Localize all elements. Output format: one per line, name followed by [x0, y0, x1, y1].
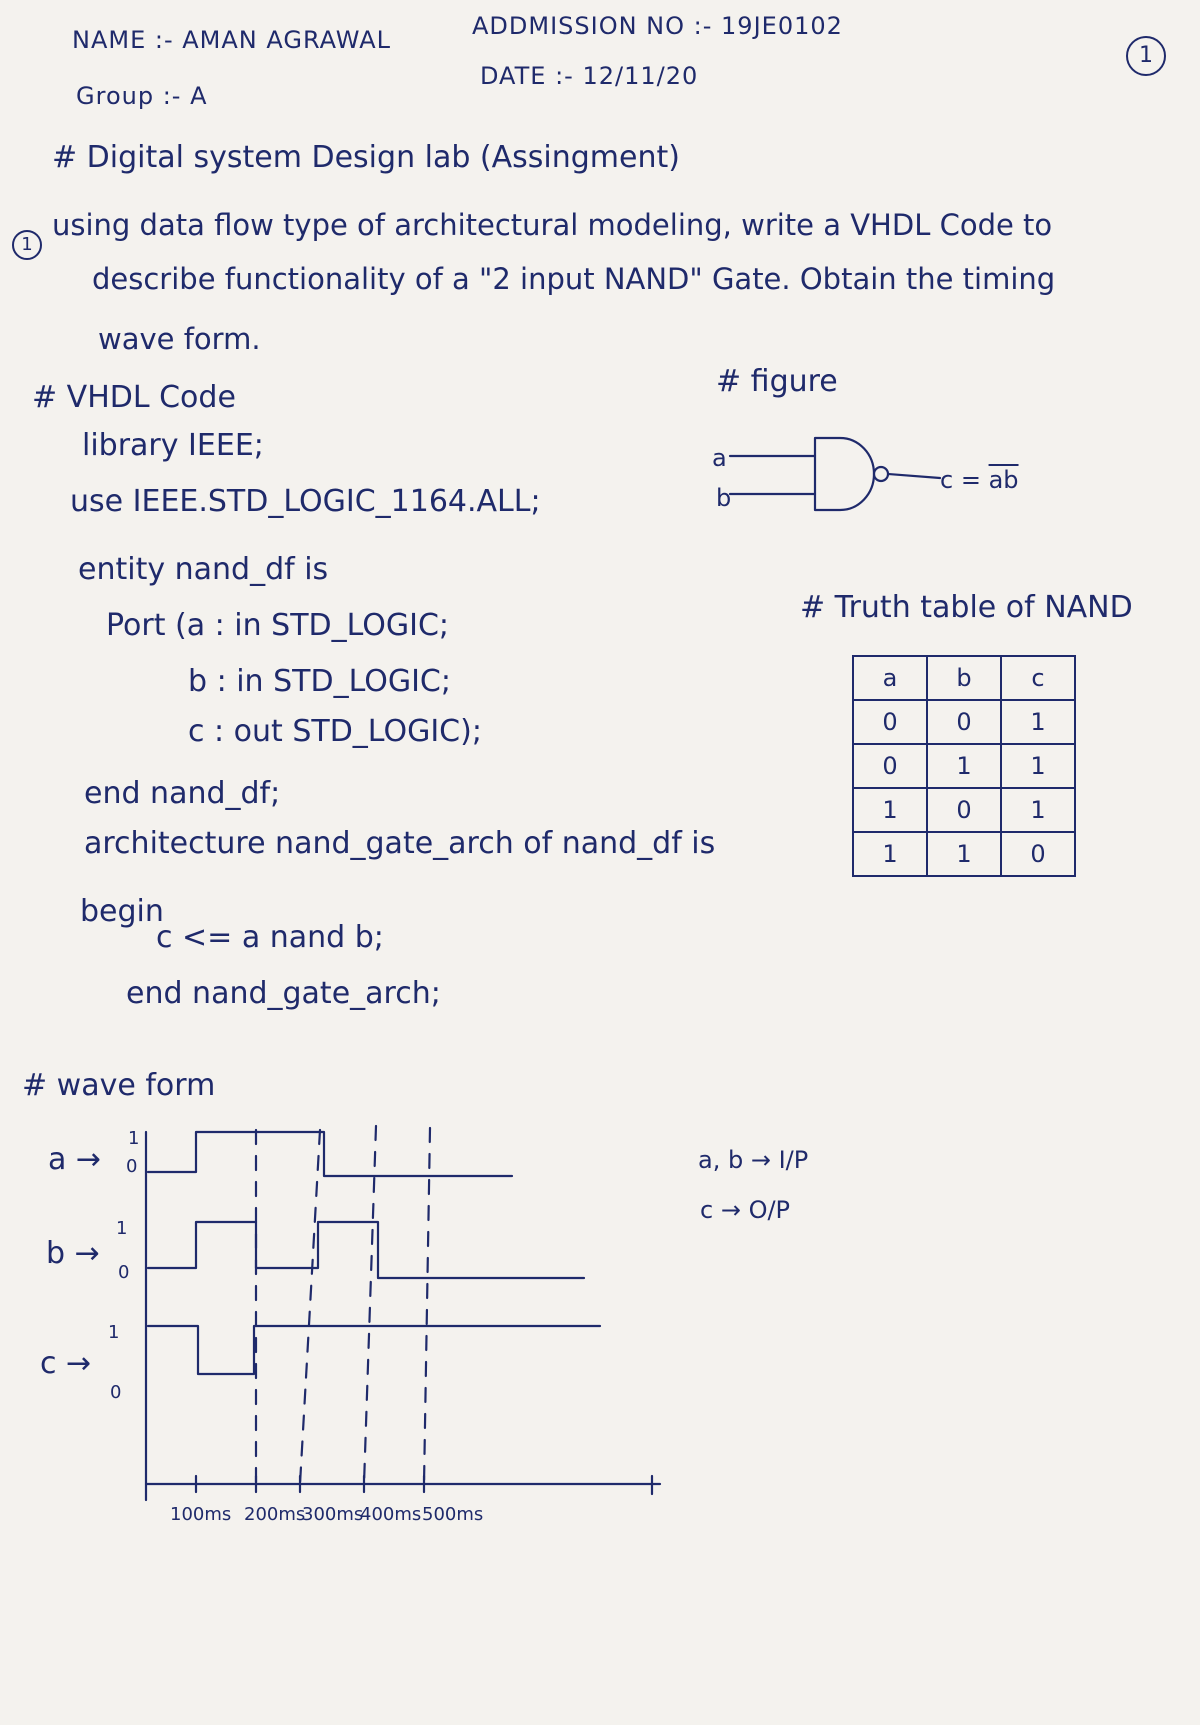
signal-b-high: 1 — [116, 1218, 128, 1239]
truth-table-cell: 1 — [927, 832, 1001, 876]
waveform-a — [148, 1132, 512, 1176]
truth-table-cell: 0 — [853, 700, 927, 744]
vhdl-heading: # VHDL Code — [32, 380, 236, 415]
date: DATE :- 12/11/20 — [480, 62, 699, 90]
signal-label-a: a → — [48, 1142, 102, 1177]
vhdl-line: begin — [80, 894, 164, 929]
vhdl-line: c : out STD_LOGIC); — [188, 714, 482, 749]
waveform-heading: # wave form — [22, 1068, 216, 1103]
truth-table-header: b — [927, 656, 1001, 700]
truth-table-cell: 1 — [853, 788, 927, 832]
waveform-legend-outputs: c → O/P — [700, 1196, 791, 1224]
time-label: 200ms — [244, 1504, 306, 1525]
truth-table-header: c — [1001, 656, 1075, 700]
nand-gate-body — [815, 438, 874, 510]
vhdl-line: end nand_df; — [84, 776, 281, 811]
time-label: 500ms — [422, 1504, 484, 1525]
vhdl-line: b : in STD_LOGIC; — [188, 664, 451, 699]
figure-heading: # figure — [716, 364, 838, 399]
truth-table-cell: 0 — [853, 744, 927, 788]
vhdl-line: architecture nand_gate_arch of nand_df is — [84, 826, 716, 861]
signal-b-low: 0 — [118, 1262, 130, 1283]
page-title: # Digital system Design lab (Assingment) — [52, 140, 680, 175]
gate-output-expression: $\overline{ab}$ — [988, 466, 1019, 494]
signal-label-c: c → — [40, 1346, 92, 1381]
vhdl-line: c <= a nand b; — [156, 920, 384, 955]
vhdl-line: end nand_gate_arch; — [126, 976, 441, 1011]
truth-table-cell: 0 — [1001, 832, 1075, 876]
waveform-b — [148, 1222, 584, 1278]
admission-number: ADDMISSION NO :- 19JE0102 — [472, 12, 843, 40]
signal-c-low: 0 — [110, 1382, 122, 1403]
truth-table-heading: # Truth table of NAND — [800, 590, 1133, 625]
truth-table-cell: 1 — [1001, 788, 1075, 832]
gate-output-label: $c = \overline{ab}$ — [940, 466, 1019, 494]
time-label: 400ms — [360, 1504, 422, 1525]
question-line-3: wave form. — [98, 322, 261, 356]
vhdl-line: library IEEE; — [82, 428, 264, 463]
nand-gate-bubble — [874, 467, 888, 481]
vhdl-line: use IEEE.STD_LOGIC_1164.ALL; — [70, 484, 541, 519]
truth-table-header: a — [853, 656, 927, 700]
truth-table-cell: 1 — [1001, 700, 1075, 744]
signal-a-high: 1 — [128, 1128, 140, 1149]
signal-c-high: 1 — [108, 1322, 120, 1343]
signal-a-low: 0 — [126, 1156, 138, 1177]
group: Group :- A — [76, 82, 208, 110]
signal-label-b: b → — [46, 1236, 100, 1271]
waveform-legend-inputs: a, b → I/P — [698, 1146, 809, 1174]
student-name: NAME :- AMAN AGRAWAL — [72, 26, 391, 54]
page-number: 1 — [1126, 36, 1166, 76]
gate-input-b: b — [716, 484, 732, 512]
waveform-c — [148, 1326, 600, 1374]
question-line-2: describe functionality of a "2 input NAND" Gate. Obtain the timing — [92, 262, 1056, 296]
truth-table-cell: 1 — [927, 744, 1001, 788]
truth-table-cell: 0 — [927, 788, 1001, 832]
gate-input-a: a — [712, 444, 727, 472]
truth-table-cell: 1 — [1001, 744, 1075, 788]
vhdl-line: entity nand_df is — [78, 552, 329, 587]
truth-table-cell: 0 — [927, 700, 1001, 744]
question-number: 1 — [12, 230, 42, 260]
question-line-1: using data flow type of architectural modeling, write a VHDL Code to — [52, 208, 1053, 242]
time-guides — [256, 1126, 430, 1484]
time-label: 100ms — [170, 1504, 232, 1525]
vhdl-line: Port (a : in STD_LOGIC; — [106, 608, 450, 643]
time-label: 300ms — [302, 1504, 364, 1525]
gate-wire-out — [888, 474, 940, 478]
truth-table-cell: 1 — [853, 832, 927, 876]
